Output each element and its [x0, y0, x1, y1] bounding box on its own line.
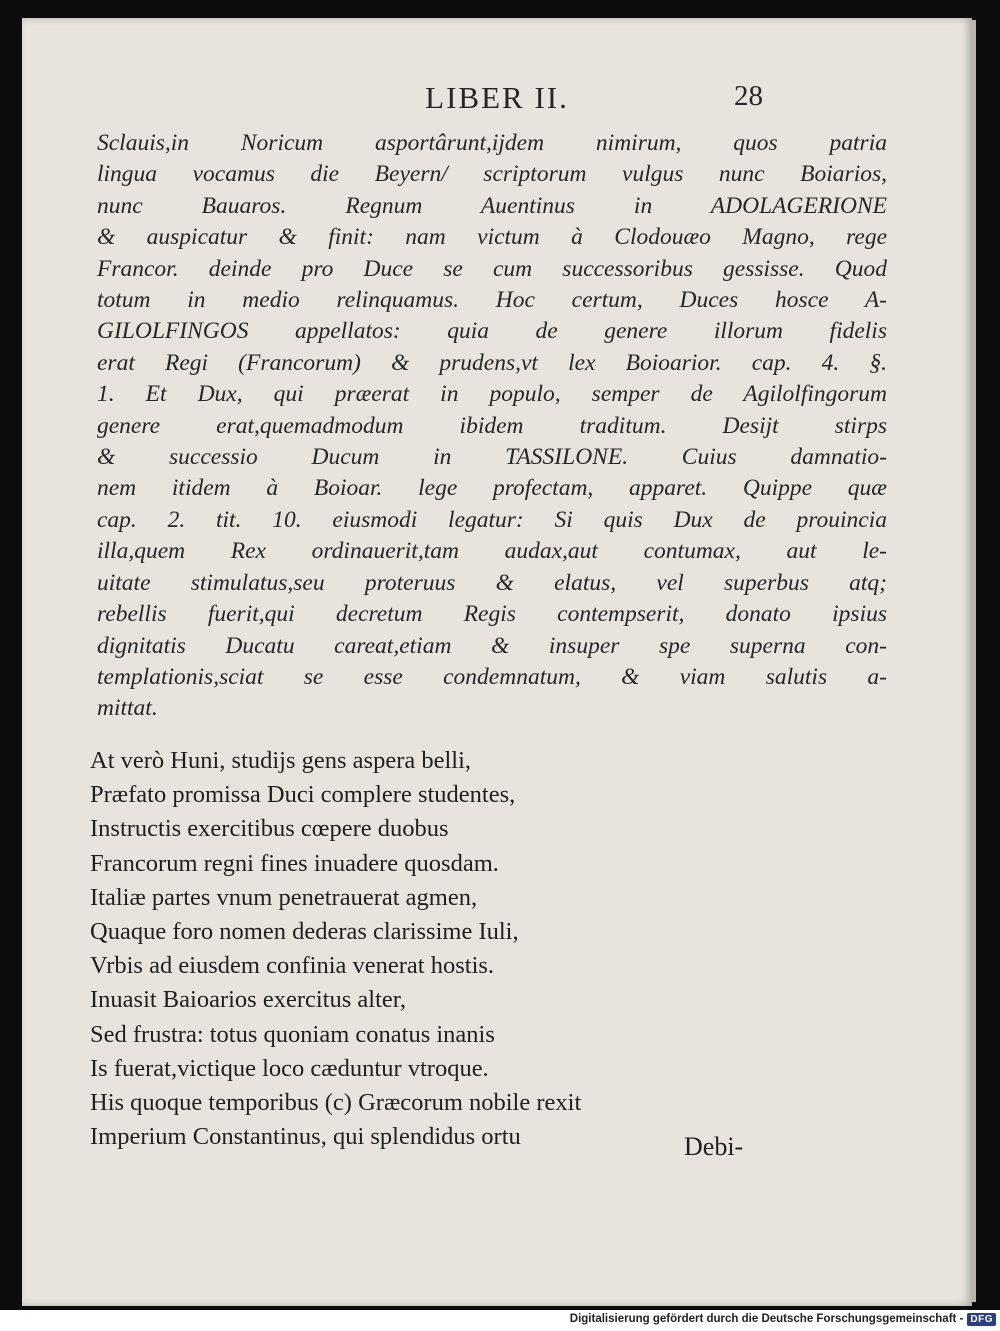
- verse-line: At verò Huni, studijs gens aspera belli,: [90, 747, 472, 774]
- verse-line: Inuasit Baioarios exercitus alter,: [90, 986, 407, 1014]
- verse-line: Is fuerat,victique loco cæduntur vtroque.: [90, 1054, 489, 1082]
- dfg-logo: DFG: [967, 1313, 996, 1326]
- prose-line: nem itidem à Boioar. lege profectam, apparet. Quippe quæ: [97, 475, 887, 502]
- prose-line: uitate stimulatus,seu proteruus & elatus, vel superbus atq;: [97, 569, 887, 596]
- verse-line: Imperium Constantinus, qui splendidus ortu: [90, 1123, 521, 1151]
- prose-line: totum in medio relinquamus. Hoc certum, Duces hosce A-: [97, 287, 887, 314]
- verse-line: Sed frustra: totus quoniam conatus inanis: [90, 1020, 495, 1048]
- verse-line: Præfato promissa Duci complere studentes,: [90, 781, 516, 809]
- prose-line: Francor. deinde pro Duce se cum successoribus gessisse. Quod: [97, 255, 887, 282]
- page-number: 28: [734, 80, 763, 112]
- prose-line: illa,quem Rex ordinauerit,tam audax,aut contumax, aut le-: [97, 538, 887, 565]
- credit-text: Digitalisierung gefördert durch die Deutsche Forschungsgemeinschaft -: [569, 1313, 964, 1325]
- prose-line: rebellis fuerit,qui decretum Regis contempserit, donato ipsius: [97, 601, 887, 628]
- verse-line: Quaque foro nomen dederas clarissime Iuli,: [90, 918, 519, 946]
- verse-line: His quoque temporibus (c) Græcorum nobile rexit: [90, 1089, 582, 1117]
- prose-line: & successio Ducum in TASSILONE. Cuius damnatio-: [97, 444, 887, 471]
- prose-line: cap. 2. tit. 10. eiusmodi legatur: Si quis Dux de prouincia: [97, 506, 887, 533]
- book-page: [22, 18, 972, 1306]
- verse-line: Francorum regni fines inuadere quosdam.: [90, 849, 499, 877]
- verse-line: Italiæ partes vnum penetrauerat agmen,: [90, 883, 478, 911]
- prose-block: [97, 128, 887, 725]
- prose-line: Sclauis,in Noricum asportârunt,ijdem nimirum, quos patria: [97, 130, 887, 156]
- prose-line: GILOLFINGOS appellatos: quia de genere illorum fidelis: [97, 318, 887, 345]
- verse-line: Instructis exercitibus cœpere duobus: [90, 815, 449, 843]
- prose-line: genere erat,quemadmodum ibidem traditum. Desijt stirps: [97, 412, 887, 439]
- prose-line: templationis,sciat se esse condemnatum, & viam salutis a-: [97, 663, 887, 690]
- prose-line: nunc Bauaros. Regnum Auentinus in ADOLAGERIONE: [97, 192, 887, 219]
- prose-line: erat Regi (Francorum) & prudens,vt lex Boioarior. cap. 4. §.: [97, 349, 887, 376]
- prose-line: mittat.: [97, 695, 158, 722]
- prose-line: lingua vocamus die Beyern/ scriptorum vulgus nunc Boiarios,: [97, 161, 887, 188]
- verse-line: Vrbis ad eiusdem confinia venerat hostis.: [90, 952, 495, 980]
- prose-line: 1. Et Dux, qui præerat in populo, semper de Agilolfingorum: [97, 381, 887, 408]
- running-head: LIBER II.: [425, 80, 569, 115]
- prose-line: & auspicatur & finit: nam victum à Clodouæo Magno, rege: [97, 224, 887, 251]
- prose-line: dignitatis Ducatu careat,etiam & insuper spe superna con-: [97, 632, 887, 659]
- catchword: Debi-: [684, 1132, 744, 1161]
- digitization-credit: [570, 1309, 996, 1329]
- verse-block: [90, 744, 790, 1154]
